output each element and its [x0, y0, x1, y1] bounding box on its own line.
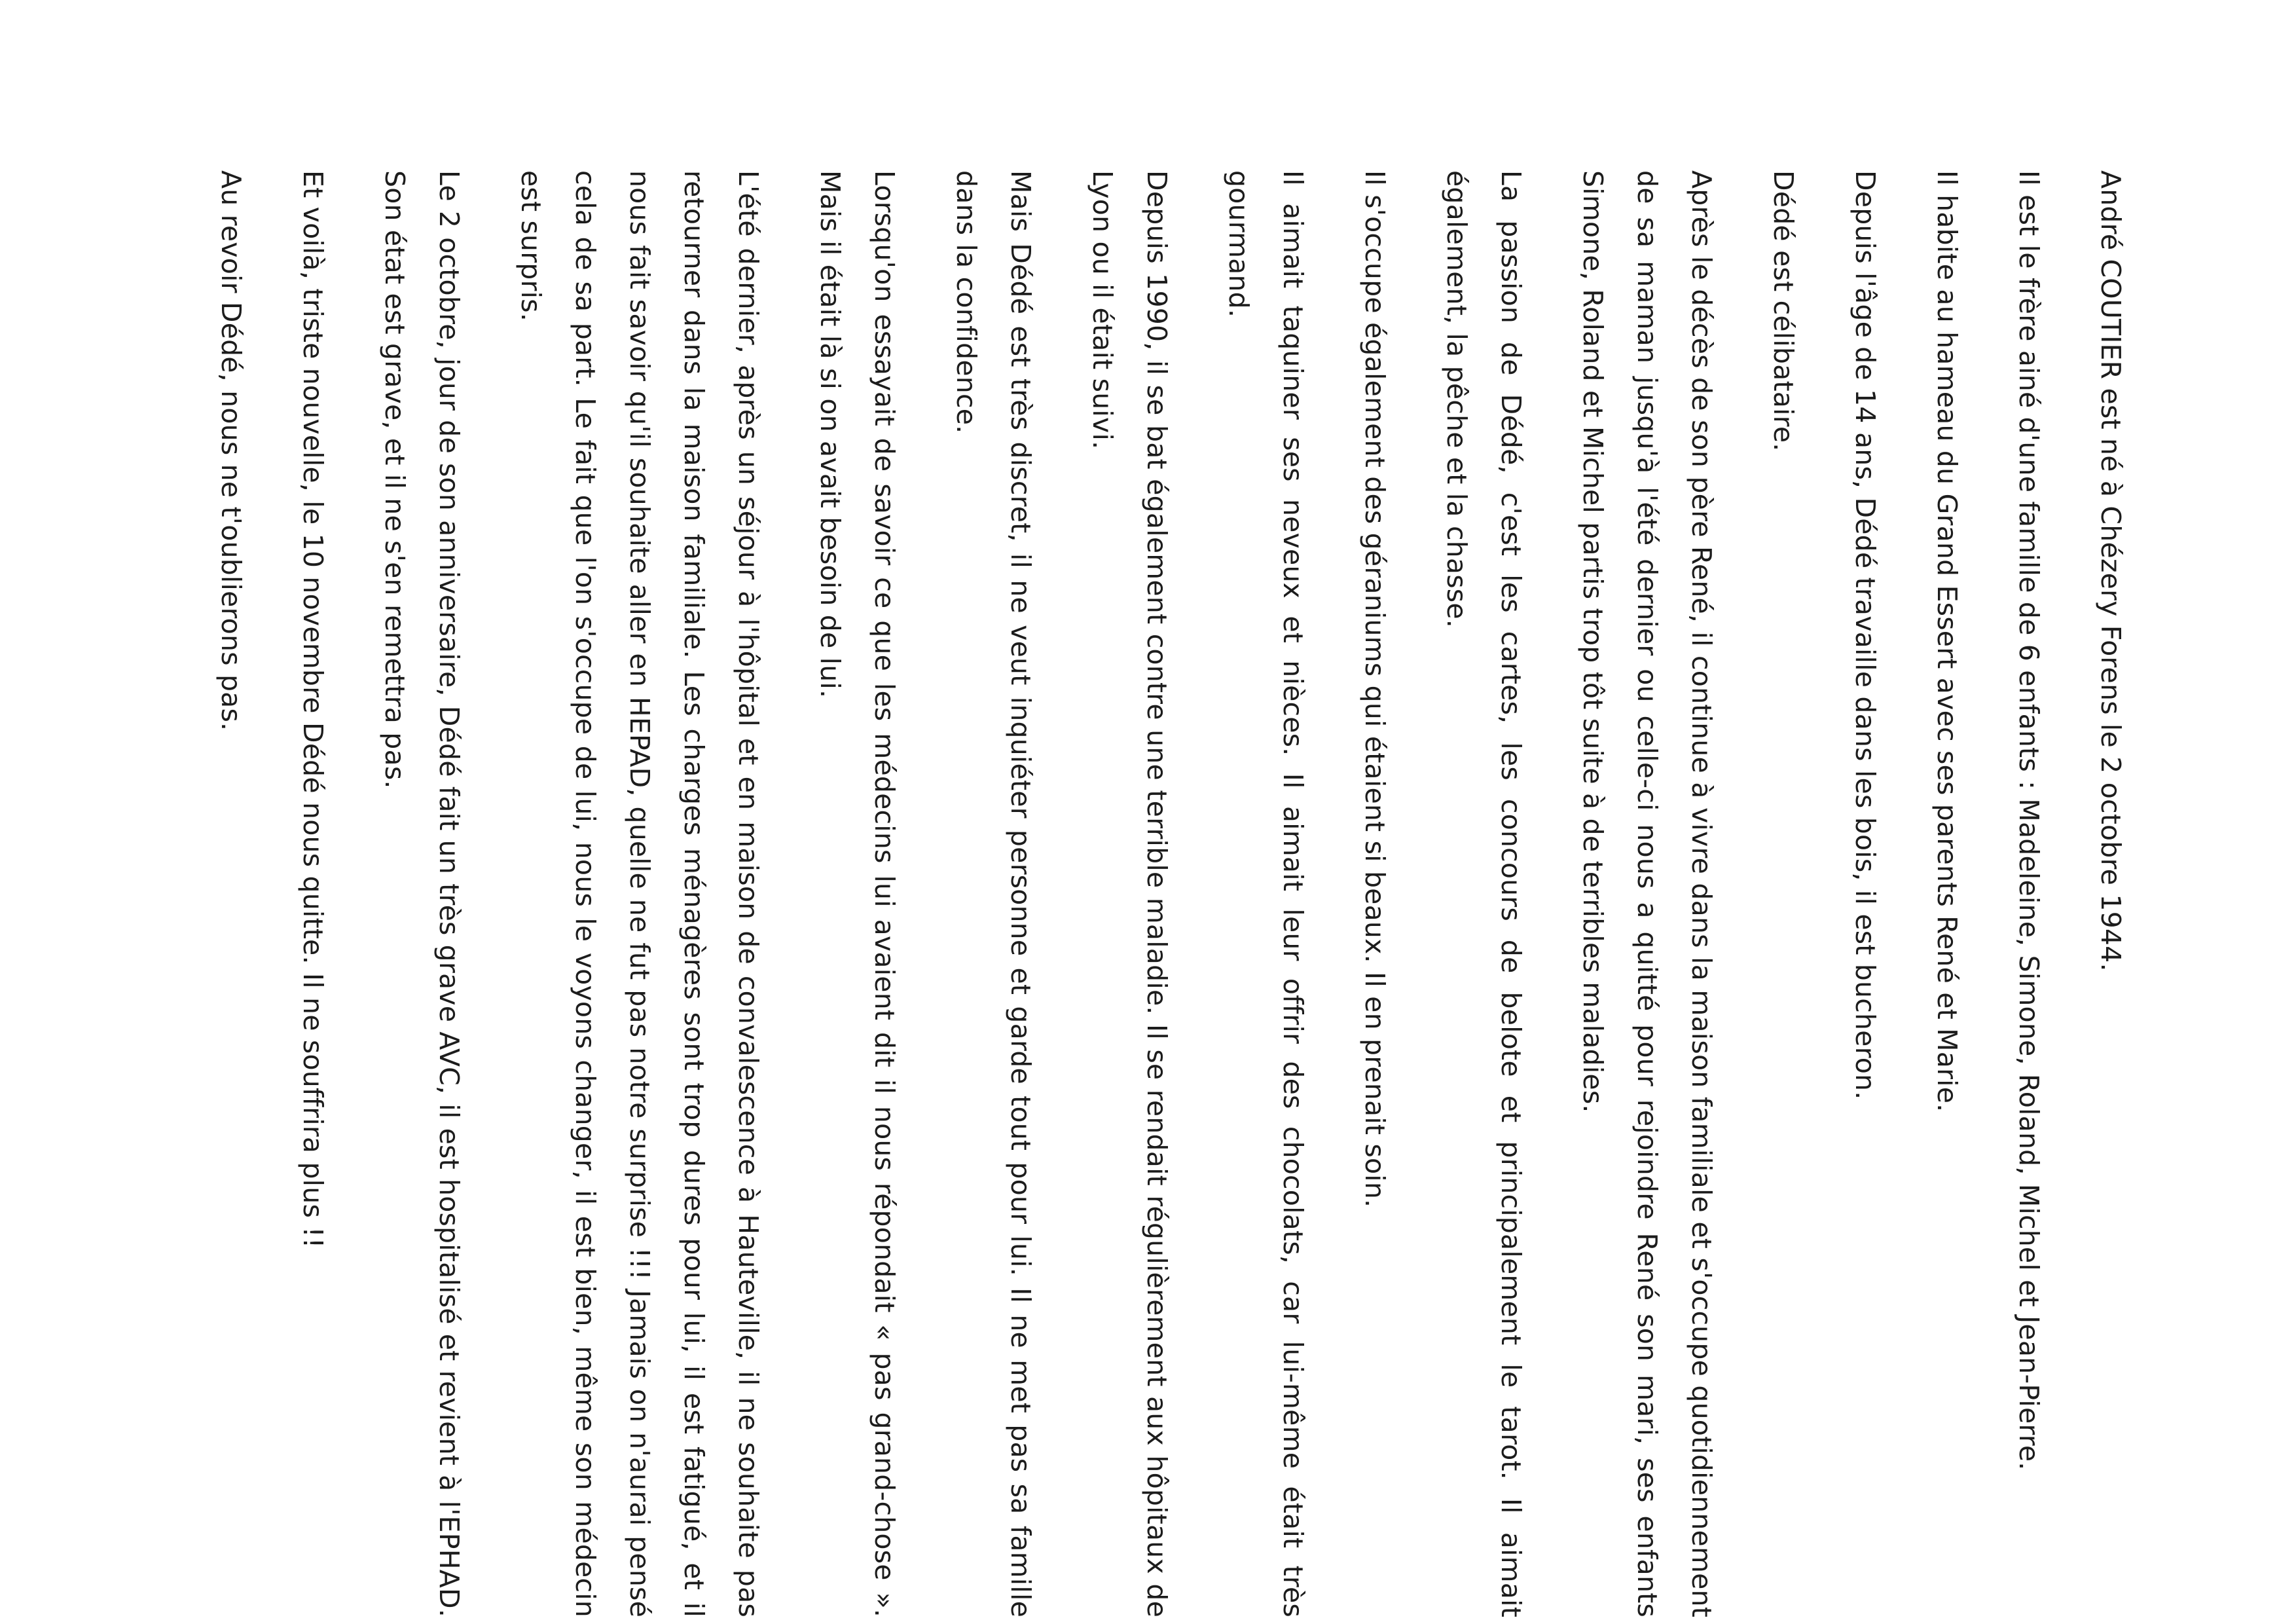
paragraph-last-summer: L'été dernier, après un séjour à l'hôpital et en maison de convalescence à Hauteville, il ne souhaite pas retourner dans la maison familiale. Les charges ménagères sont trop dures pour lui, il est fatigué, et il nous fait savoir qu'il souhaite aller en HEPAD, quelle ne fut pas notre surprise !!! Jamais on n'aurai pensé cela de sa part. Le fait que l'on s'occupe de lui, nous le voyons changer, il est bien, même son médecin est surpris. [515, 170, 764, 1617]
paragraph-work: Depuis l'âge de 14 ans, Dédé travaille dans les bois, il est bucheron. [1850, 170, 1881, 1100]
paragraph-single: Dédé est célibataire. [1768, 170, 1799, 452]
paragraph-stroke: Le 2 octobre, jour de son anniversaire, Dédé fait un très grave AVC, il est hospitalisé et revient à l'EPHAD. Son état est grave, et il ne s'en remettra pas. [379, 170, 465, 1617]
paragraph-geraniums: Il s'occupe également des géraniums qui étaient si beaux. Il en prenait soin. [1359, 170, 1391, 1208]
paragraph-mother: Après le décès de son père René, il continue à vivre dans la maison familiale et s'occupe quotidiennement de sa maman jusqu'à l'été dernier ou celle-ci nous a quitté pour rejoindre René son mari, ses enfants Simone, Roland et Michel partis trop tôt suite à de terribles maladies. [1577, 170, 1717, 1617]
paragraph-passing: Et voilà, triste nouvelle, le 10 novembre Dédé nous quitte. Il ne souffrira plus !! [297, 170, 329, 1249]
paragraph-home: Il habite au hameau du Grand Essert avec ses parents René et Marie. [1931, 170, 1963, 1113]
paragraph-farewell: Au revoir Dédé, nous ne t'oublierons pas. [215, 170, 247, 731]
paragraph-discreet: Mais Dédé est très discret, il ne veut inquiéter personne et garde tout pour lui. Il ne met pas sa famille dans la confidence. [951, 170, 1036, 1617]
paragraph-siblings: Il est le frère ainé d'une famille de 6 enfants : Madeleine, Simone, Roland, Michel et Jean-Pierre. [2013, 170, 2045, 1471]
paragraph-nephews: Il aimait taquiner ses neveux et nièces. Il aimait leur offrir des chocolats, car lui-même était très gourmand. [1223, 170, 1309, 1617]
paragraph-doctors: Lorsqu'on essayait de savoir ce que les médecins lui avaient dit il nous répondait « pas grand-chose ». Mais il était là si on avait besoin de lui. [814, 170, 900, 1617]
paragraph-passion: La passion de Dédé, c'est les cartes, les concours de belote et principalement le tarot. Il aimait également, la pêche et la chasse. [1441, 170, 1527, 1617]
text-body [147, 170, 2138, 1617]
paragraph-birth: André COUTIER est né à Chézery Forens le 2 octobre 1944. [2095, 170, 2126, 972]
paragraph-illness: Depuis 1990, il se bat également contre une terrible maladie. Il se rendait régulièrement aux hôpitaux de Lyon ou il était suivi. [1087, 170, 1173, 1617]
rotated-text-sheet [147, 170, 2242, 1617]
